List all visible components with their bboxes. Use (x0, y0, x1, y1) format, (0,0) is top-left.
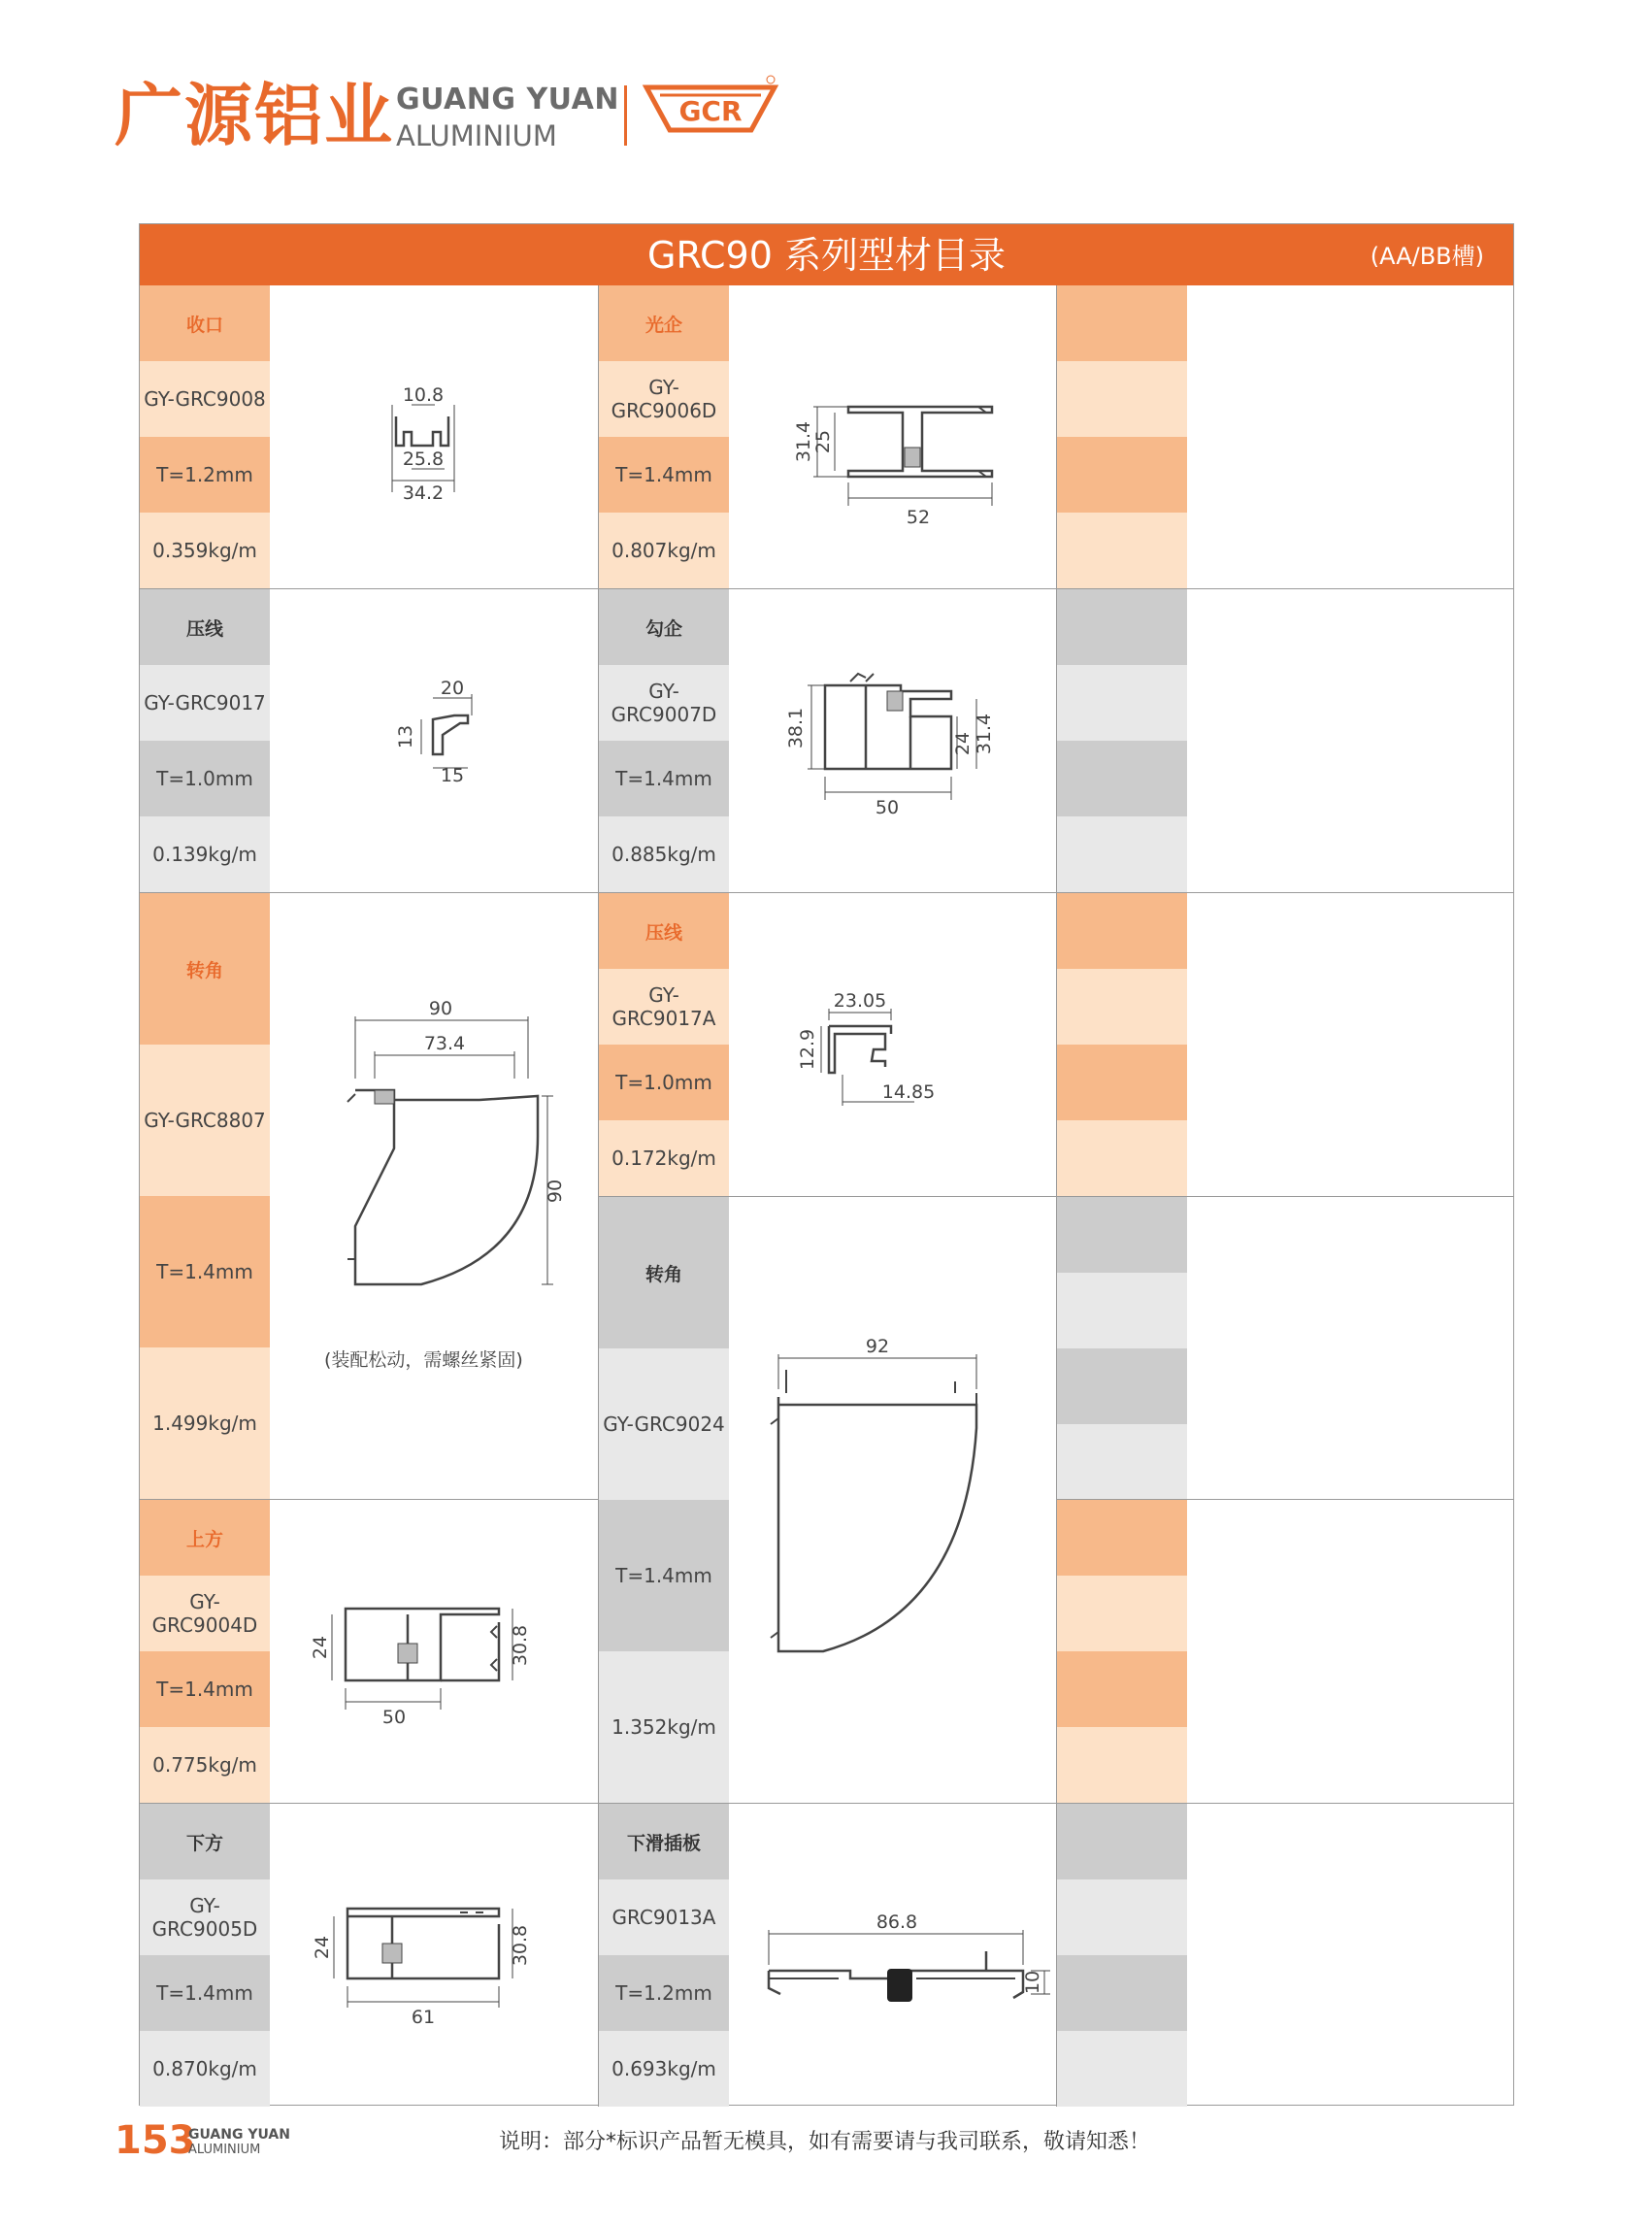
empty-slot (1057, 1120, 1187, 1196)
product-code: GY-GRC8807 (140, 1045, 270, 1196)
product-thickness: T=1.4mm (599, 437, 729, 513)
page-number: 153 (115, 2118, 196, 2163)
product-weight: 0.870kg/m (140, 2031, 270, 2107)
dimension-label: 14.85 (881, 1081, 936, 1103)
product-weight: 0.693kg/m (599, 2031, 729, 2107)
product-name: 收口 (140, 285, 270, 361)
product-weight: 0.885kg/m (599, 816, 729, 892)
product-name: 压线 (140, 589, 270, 665)
brand-name-en: GUANG YUAN (396, 83, 619, 116)
dimension-label: 10 (1022, 1970, 1043, 1995)
product-name: 上方 (140, 1500, 270, 1576)
empty-slot (1057, 1804, 1187, 1879)
product-code: GY-GRC9008 (140, 361, 270, 437)
product-thickness: T=1.4mm (599, 1500, 729, 1651)
empty-slot (1057, 741, 1187, 816)
empty-slot (1057, 1955, 1187, 2031)
empty-slot (1057, 361, 1187, 437)
dimension-label: 73.4 (423, 1033, 466, 1054)
dimension-label: 13 (395, 724, 416, 749)
empty-slot (1057, 513, 1187, 588)
dimension-label: 25 (812, 429, 834, 454)
product-code: GY-GRC9024 (599, 1348, 729, 1500)
product-name: 转角 (140, 893, 270, 1045)
profile-drawing (285, 972, 596, 1341)
dimension-label: 25.8 (402, 449, 445, 470)
dimension-label: 24 (310, 1635, 331, 1660)
empty-slot (1057, 1348, 1187, 1424)
brand-name-en-sub: ALUMINIUM (396, 119, 557, 152)
empty-slot (1057, 1197, 1187, 1273)
product-thickness: T=1.2mm (599, 1955, 729, 2031)
dimension-label: 86.8 (876, 1911, 918, 1933)
dimension-label: 52 (906, 507, 931, 528)
dimension-label: 90 (428, 998, 453, 1019)
product-thickness: T=1.2mm (140, 437, 270, 513)
product-thickness: T=1.4mm (140, 1196, 270, 1347)
product-code: GY-GRC9005D (140, 1879, 270, 1955)
dimension-label: 15 (440, 765, 465, 786)
brand-name-cn: 广源铝业 (115, 76, 394, 155)
logo-text: GCR (678, 95, 743, 127)
product-weight: 0.172kg/m (599, 1120, 729, 1196)
profile-drawing (353, 360, 547, 515)
product-code: GY-GRC9004D (140, 1576, 270, 1651)
product-name: 勾企 (599, 589, 729, 665)
empty-slot (1057, 285, 1187, 361)
product-weight: 0.807kg/m (599, 513, 729, 588)
product-thickness: T=1.4mm (140, 1651, 270, 1727)
product-thickness: T=1.0mm (140, 741, 270, 816)
product-weight: 1.499kg/m (140, 1347, 270, 1499)
empty-slot (1057, 1045, 1187, 1120)
product-name: 转角 (599, 1197, 729, 1348)
empty-slot (1057, 1576, 1187, 1651)
empty-slot (1057, 1424, 1187, 1500)
dimension-label: 90 (545, 1179, 566, 1204)
dimension-label: 30.8 (510, 1624, 531, 1667)
product-name: 光企 (599, 285, 729, 361)
empty-slot (1057, 2031, 1187, 2107)
dimension-label: 31.4 (793, 420, 814, 463)
footer-brand-sub: ALUMINIUM (188, 2143, 261, 2157)
catalog-table (139, 223, 1514, 2106)
dimension-label: 20 (440, 678, 465, 699)
dimension-label: 23.05 (833, 990, 887, 1012)
dimension-label: 38.1 (785, 707, 807, 749)
empty-slot (1057, 969, 1187, 1045)
dimension-label: 50 (381, 1707, 407, 1728)
empty-slot (1057, 1273, 1187, 1348)
product-thickness: T=1.4mm (140, 1955, 270, 2031)
product-weight: 0.139kg/m (140, 816, 270, 892)
dimension-label: 34.2 (402, 482, 445, 504)
dimension-label: 61 (411, 2007, 436, 2028)
dimension-label: 10.8 (402, 384, 445, 406)
brand-divider (624, 85, 627, 146)
profile-drawing (761, 656, 1052, 850)
catalog-title-bar (140, 224, 1513, 285)
profile-drawing (742, 1889, 1052, 2035)
profile-drawing (310, 1583, 567, 1729)
product-name: 压线 (599, 893, 729, 969)
product-weight: 1.352kg/m (599, 1651, 729, 1803)
product-code: GRC9013A (599, 1879, 729, 1955)
empty-slot (1057, 589, 1187, 665)
product-weight: 0.359kg/m (140, 513, 270, 588)
product-thickness: T=1.0mm (599, 1045, 729, 1120)
product-code: GY-GRC9017A (599, 969, 729, 1045)
profile-drawing (751, 1331, 1052, 1700)
product-weight: 0.775kg/m (140, 1727, 270, 1803)
dimension-label: 24 (312, 1935, 333, 1960)
product-code: GY-GRC9017 (140, 665, 270, 741)
empty-slot (1057, 665, 1187, 741)
footer-note: 说明：部分*标识产品暂无模具，如有需要请与我司联系，敬请知悉！ (499, 2130, 1151, 2154)
profile-drawing (797, 972, 994, 1147)
product-code: GY-GRC9006D (599, 361, 729, 437)
profile-drawing (382, 671, 518, 787)
product-name: 下方 (140, 1804, 270, 1879)
catalog-title: GRC90 系列型材目录 (647, 234, 1006, 277)
catalog-subtitle: (AA/BB槽) (1370, 243, 1484, 270)
assembly-note: (装配松动，需螺丝紧固) (324, 1349, 523, 1371)
profile-drawing (771, 350, 1062, 545)
empty-slot (1057, 893, 1187, 969)
empty-slot (1057, 1651, 1187, 1727)
profile-drawing (314, 1889, 567, 2035)
empty-slot (1057, 1500, 1187, 1576)
dimension-label: 30.8 (510, 1924, 531, 1967)
dimension-label: 12.9 (797, 1028, 818, 1071)
empty-slot (1057, 816, 1187, 892)
product-name: 下滑插板 (599, 1804, 729, 1879)
dimension-label: 92 (865, 1336, 890, 1357)
dimension-label: 24 (952, 731, 974, 756)
dimension-label: 50 (875, 797, 900, 818)
empty-slot (1057, 437, 1187, 513)
product-code: GY-GRC9007D (599, 665, 729, 741)
dimension-label: 31.4 (974, 713, 995, 755)
footer-brand: GUANG YUAN (188, 2127, 290, 2143)
product-thickness: T=1.4mm (599, 741, 729, 816)
empty-slot (1057, 1727, 1187, 1803)
empty-slot (1057, 1879, 1187, 1955)
brand-logo-icon (643, 74, 778, 142)
